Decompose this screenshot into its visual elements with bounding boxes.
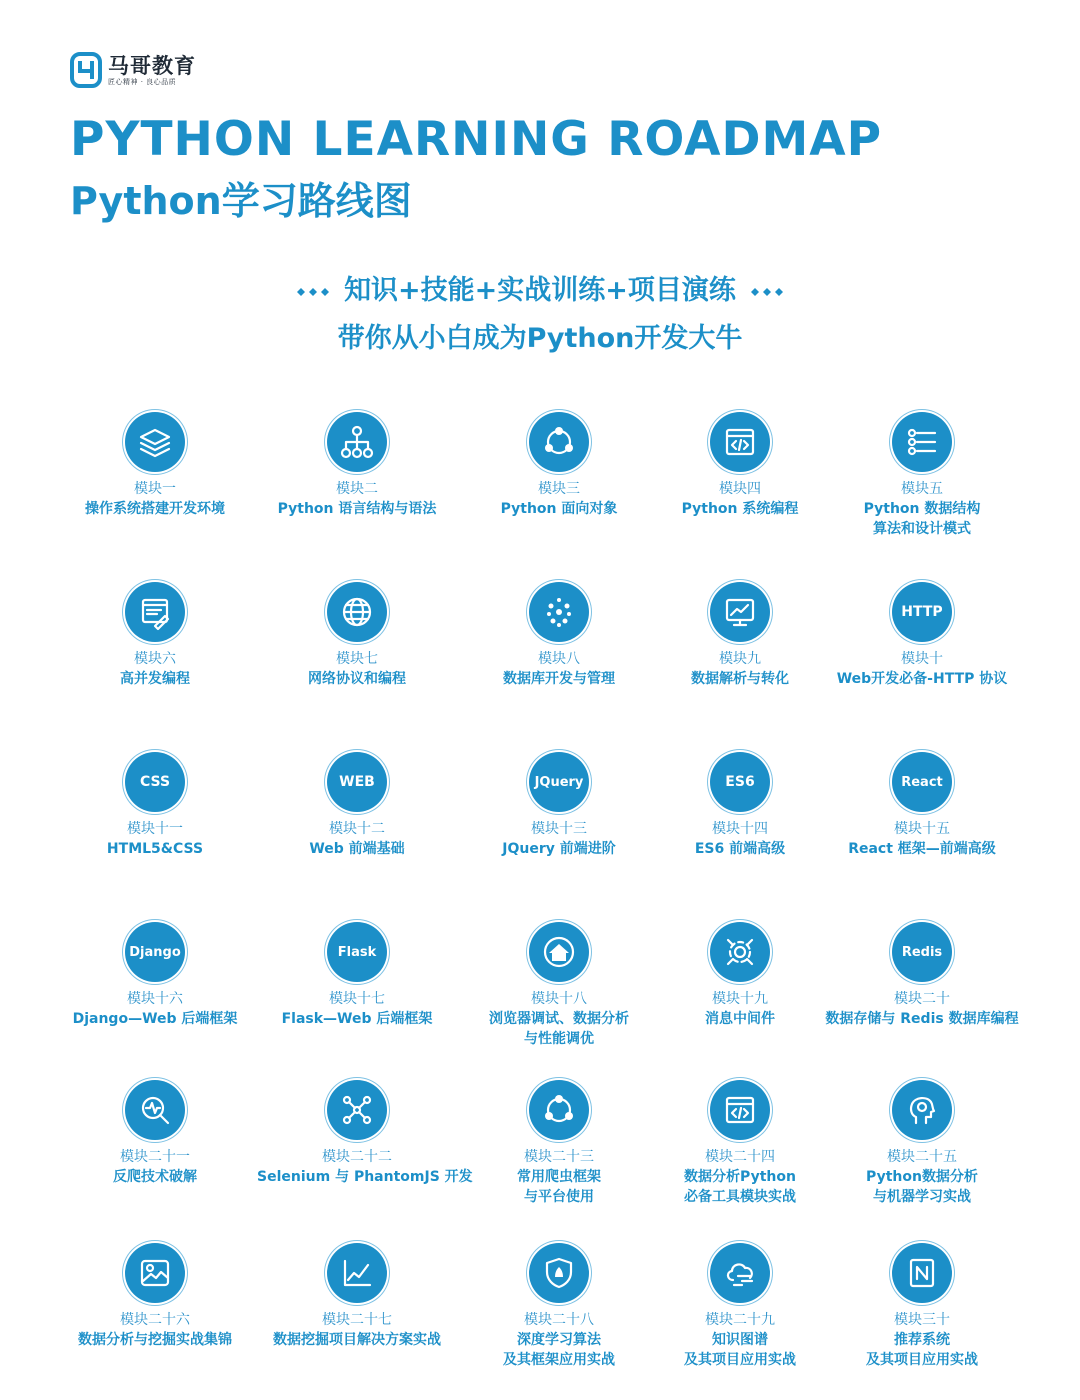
module-item: [55, 412, 255, 519]
module-title: Django—Web 后端框架: [72, 1011, 238, 1027]
hierarchy-icon: [327, 412, 387, 472]
css-icon: [125, 752, 185, 812]
module-number: 模块七: [336, 651, 378, 667]
module-number: 模块二十四: [705, 1149, 775, 1165]
module-item: [640, 1243, 840, 1370]
module-title: 浏览器调试、数据分析: [489, 1011, 629, 1027]
diamond-dots-left-icon: [296, 287, 330, 297]
module-title: 网络协议和编程: [308, 671, 406, 687]
icon-label: Flask: [337, 944, 377, 960]
module-title: 推荐系统: [894, 1332, 950, 1348]
module-title: Python 面向对象: [500, 501, 618, 517]
globe-icon: [327, 582, 387, 642]
http-icon: [892, 582, 952, 642]
module-title: ES6 前端高级: [694, 841, 786, 857]
module-title: Web 前端基础: [309, 841, 405, 857]
module-title: 与性能调优: [524, 1031, 594, 1047]
title-chinese: Python学习路线图: [70, 179, 412, 223]
module-number: 模块一: [134, 481, 176, 497]
tagline: [0, 268, 1080, 307]
module-number: 模块二十三: [524, 1149, 594, 1165]
module-item: [640, 922, 840, 1029]
module-item: [257, 412, 457, 519]
module-number: 模块十: [901, 651, 943, 667]
icon-label: Django: [129, 944, 181, 960]
module-item: [640, 1080, 840, 1207]
module-number: 模块二十一: [120, 1149, 190, 1165]
module-title: Python 系统编程: [681, 501, 799, 517]
module-item: [55, 1080, 255, 1187]
module-item: [640, 582, 840, 689]
module-title: 数据分析与挖掘实战集锦: [78, 1332, 232, 1348]
chart-screen-icon: [710, 582, 770, 642]
module-number: 模块九: [719, 651, 761, 667]
module-item: [55, 752, 255, 859]
brand-name: 马哥教育: [108, 53, 196, 78]
code-window-icon: [710, 412, 770, 472]
module-title: HTML5&CSS: [106, 841, 204, 857]
module-item: [257, 1243, 457, 1350]
cloud-flow-icon: [710, 1243, 770, 1303]
module-number: 模块二十七: [322, 1312, 392, 1328]
tagline-text: 知识+技能+实战训练+项目演练: [344, 275, 736, 306]
module-item: [55, 922, 255, 1029]
module-title: 数据分析Python: [684, 1169, 796, 1185]
django-icon: [125, 922, 185, 982]
module-item: [55, 1243, 255, 1350]
module-title: 高并发编程: [120, 671, 190, 687]
icon-label: ES6: [725, 774, 755, 790]
module-item: [640, 412, 840, 519]
diamond-dots-right-icon: [750, 287, 784, 297]
cycle-icon: [529, 1080, 589, 1140]
icon-label: JQuery: [534, 774, 584, 790]
icon-label: Redis: [901, 944, 943, 960]
network-dots-icon: [529, 582, 589, 642]
module-number: 模块四: [719, 481, 761, 497]
module-number: 模块十六: [127, 991, 183, 1007]
module-number: 模块十三: [531, 821, 587, 837]
module-item: [640, 752, 840, 859]
brand-logo: [70, 50, 196, 90]
module-title: 知识图谱: [712, 1332, 768, 1348]
module-item: [459, 1080, 659, 1207]
module-title: 与机器学习实战: [873, 1189, 971, 1205]
module-number: 模块十二: [329, 821, 385, 837]
title-english: PYTHON LEARNING ROADMAP: [70, 112, 883, 167]
module-number: 模块三十: [894, 1312, 950, 1328]
module-item: [822, 1243, 1022, 1370]
note-n-icon: [892, 1243, 952, 1303]
module-item: [257, 752, 457, 859]
module-item: [822, 412, 1022, 539]
module-title: 算法和设计模式: [873, 521, 971, 537]
module-item: [822, 752, 1022, 859]
document-edit-icon: [125, 582, 185, 642]
icon-label: CSS: [139, 774, 171, 790]
module-item: [822, 582, 1022, 689]
web-icon: [327, 752, 387, 812]
module-number: 模块二十: [894, 991, 950, 1007]
module-title: 反爬技术破解: [113, 1169, 197, 1185]
redis-icon: [892, 922, 952, 982]
list-icon: [892, 412, 952, 472]
target-icon: [710, 922, 770, 982]
shield-icon: [529, 1243, 589, 1303]
module-item: [822, 1080, 1022, 1207]
module-title: 深度学习算法: [517, 1332, 601, 1348]
module-number: 模块十一: [127, 821, 183, 837]
module-title: 操作系统搭建开发环境: [85, 501, 225, 517]
image-frame-icon: [125, 1243, 185, 1303]
module-number: 模块五: [901, 481, 943, 497]
module-number: 模块十九: [712, 991, 768, 1007]
ma-logo-icon: [70, 52, 102, 88]
ai-head-icon: [892, 1080, 952, 1140]
module-title: Python 数据结构: [863, 501, 981, 517]
search-pulse-icon: [125, 1080, 185, 1140]
module-item: [257, 582, 457, 689]
module-title: 数据挖掘项目解决方案实战: [273, 1332, 441, 1348]
module-item: [459, 752, 659, 859]
module-number: 模块八: [538, 651, 580, 667]
molecule-icon: [327, 1080, 387, 1140]
layers-icon: [125, 412, 185, 472]
module-item: [459, 922, 659, 1049]
module-number: 模块十五: [894, 821, 950, 837]
jquery-icon: [529, 752, 589, 812]
module-title: React 框架—前端高级: [848, 841, 996, 857]
module-title: Python 语言结构与语法: [277, 501, 437, 517]
module-number: 模块二十六: [120, 1312, 190, 1328]
module-item: [459, 412, 659, 519]
module-item: [257, 1080, 473, 1187]
module-number: 模块二十八: [524, 1312, 594, 1328]
module-number: 模块二十五: [887, 1149, 957, 1165]
module-title: 数据存储与 Redis 数据库编程: [825, 1011, 1019, 1027]
module-item: [822, 922, 1022, 1029]
module-title: 常用爬虫框架: [517, 1169, 601, 1185]
icon-label: HTTP: [901, 604, 943, 620]
module-title: 消息中间件: [705, 1011, 775, 1027]
module-item: [459, 582, 659, 689]
module-number: 模块二十二: [322, 1149, 392, 1165]
module-title: 数据库开发与管理: [503, 671, 615, 687]
icon-label: WEB: [339, 774, 375, 790]
module-title: Selenium 与 PhantomJS 开发: [257, 1169, 473, 1185]
module-number: 模块二十九: [705, 1312, 775, 1328]
brand-slogan: 匠心精神 · 良心品质: [108, 77, 177, 86]
es6-icon: [710, 752, 770, 812]
module-title: 及其项目应用实战: [684, 1352, 796, 1368]
module-number: 模块十四: [712, 821, 768, 837]
react-icon: [892, 752, 952, 812]
module-title: Python数据分析: [866, 1169, 978, 1185]
module-title: 及其框架应用实战: [503, 1352, 615, 1368]
module-item: [459, 1243, 659, 1370]
module-number: 模块三: [538, 481, 580, 497]
sub-tagline: 带你从小白成为Python开发大牛: [337, 323, 743, 354]
module-number: 模块二: [336, 481, 378, 497]
module-title: Flask—Web 后端框架: [281, 1011, 433, 1027]
module-title: JQuery 前端进阶: [502, 841, 616, 857]
flask-icon: [327, 922, 387, 982]
icon-label: React: [901, 774, 943, 790]
line-chart-icon: [327, 1243, 387, 1303]
module-title: 数据解析与转化: [691, 671, 789, 687]
module-number: 模块十七: [329, 991, 385, 1007]
module-title: 与平台使用: [524, 1189, 594, 1205]
module-number: 模块六: [134, 651, 176, 667]
module-item: [257, 922, 457, 1029]
module-title: Web开发必备-HTTP 协议: [836, 671, 1008, 687]
home-icon: [529, 922, 589, 982]
module-title: 必备工具模块实战: [684, 1189, 796, 1205]
module-number: 模块十八: [531, 991, 587, 1007]
code-window-icon: [710, 1080, 770, 1140]
module-title: 及其项目应用实战: [866, 1352, 978, 1368]
cycle-icon: [529, 412, 589, 472]
module-item: [55, 582, 255, 689]
